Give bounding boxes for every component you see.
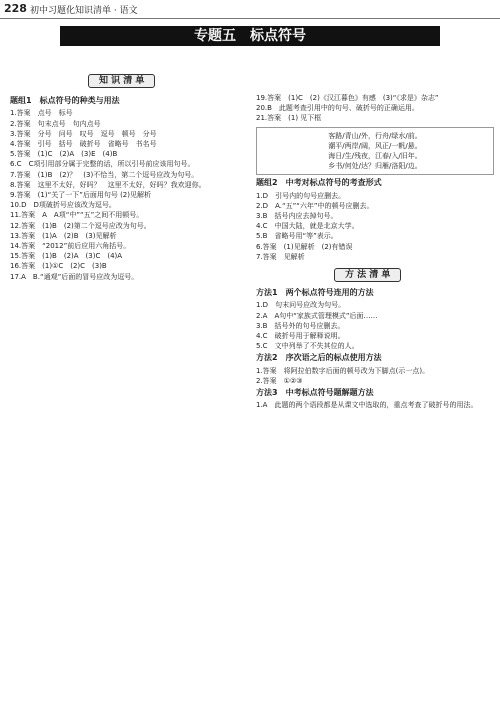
text-line: 12.答案 (1)B (2)第二个逗号应改为句号。 <box>10 221 151 230</box>
text-line: 9.答案 (1)“关了一下”后面用句号 (2)见解析 <box>10 191 151 200</box>
text-line: 3.答案 分号 问号 叹号 逗号 顿号 分号 <box>10 129 157 138</box>
method2-title: 方法2 序次语之后的标点使用方法 <box>256 353 382 363</box>
text-line: 2.答案 ①②③ <box>256 376 303 385</box>
left-lines <box>10 108 248 281</box>
left-column <box>10 76 248 282</box>
section-pill-knowledge: 知 识 清 单 <box>88 74 155 88</box>
right-lines2 <box>256 191 494 262</box>
text-line: 7.答案 见解析 <box>256 252 305 261</box>
text-line: 4.C 中国大陆，就是北京大学。 <box>256 222 359 231</box>
right-lines4 <box>256 366 494 386</box>
right-column <box>256 93 494 410</box>
text-line: 17.A B.“通观”后面的冒号应改为逗号。 <box>10 272 139 281</box>
text-line: 客路/青山/外，行舟/绿水/前。 <box>328 131 422 140</box>
text-line: 20.B 此题考查引用中的句号、破折号的正确运用。 <box>256 104 419 113</box>
text-line: 海日/生/残夜，江春/入/旧年。 <box>328 152 422 161</box>
text-line: 2.A A句中“家族式管理模式”后面…… <box>256 311 378 320</box>
right-lines5 <box>256 400 494 410</box>
text-line: 14.答案 “2012”前后应用六角括号。 <box>10 242 131 251</box>
method1-title: 方法1 两个标点符号连用的方法 <box>256 288 374 298</box>
text-line: 6.答案 (1)见解析 (2)有错误 <box>256 242 353 251</box>
section-pill-method: 方 法 清 单 <box>334 268 401 282</box>
text-line: 乡书/何处/达？归雁/洛阳/边。 <box>328 162 422 171</box>
text-line: 15.答案 (1)B (2)A (3)C (4)A <box>10 252 123 261</box>
text-line: 2.答案 句末点号 句内点号 <box>10 119 101 128</box>
chapter-banner: 专题五 标点符号 <box>60 26 440 46</box>
text-line: 13.答案 (1)A (2)B (3)见解析 <box>10 231 117 240</box>
text-line: 潮平/两岸/阔，风正/一帆/悬。 <box>328 141 422 150</box>
text-line: 7.答案 (1)B (2)？ (3)不恰当，第二个逗号应改为句号。 <box>10 170 199 179</box>
text-line: 5.答案 (1)C (2)A (3)E (4)B <box>10 150 118 159</box>
text-line: 16.答案 (1)①C (2)C (3)B <box>10 262 107 271</box>
text-line: 2.D A.“五”“六年”中的顿号应删去。 <box>256 201 374 210</box>
text-line: 10.D D项破折号应该改为逗号。 <box>10 201 116 210</box>
text-line: 21.答案 (1) 见下框 <box>256 114 322 123</box>
poem-box <box>256 127 494 176</box>
text-line: 1.答案 将阿拉伯数字后面的顿号改为下脚点(示一点)。 <box>256 366 430 375</box>
series-title: 初中习题化知识清单 · 语文 <box>30 6 138 16</box>
text-line: 1.A 此题的两个语段都是从课文中选取的，重点考查了破折号的用法。 <box>256 401 478 410</box>
method3-title: 方法3 中考标点符号题解题方法 <box>256 388 374 398</box>
text-line: 3.B 括号内应去掉句号。 <box>256 212 338 221</box>
text-line: 1.D 句末问号应改为句号。 <box>256 301 346 310</box>
text-line: 5.B 省略号用“等”表示。 <box>256 232 338 241</box>
page-number: 228 <box>4 2 27 15</box>
text-line: 8.答案 这里不太好，好吗？ 这里不太好，好吗？我欢迎你。 <box>10 180 206 189</box>
text-line: 4.C 破折号用于解释说明。 <box>256 332 345 341</box>
text-line: 19.答案 (1)C (2)《汉江暮色》有感 (3)“《求是》杂志” <box>256 94 439 102</box>
header-bar <box>0 0 500 19</box>
text-line: 11.答案 A A项“中”“五”之间不用顿号。 <box>10 211 144 220</box>
text-line: 4.答案 引号 括号 破折号 省略号 书名号 <box>10 140 157 149</box>
text-line: 1.答案 点号 标号 <box>10 109 73 118</box>
left-section-title: 题组1 标点符号的种类与用法 <box>10 96 120 106</box>
text-line: 5.C 文中列举了不失其位的人。 <box>256 342 359 351</box>
text-line: 6.C C项引用部分属于完整的话，所以引号前应该用句号。 <box>10 160 195 169</box>
text-line: 1.D 引号内的句号应删去。 <box>256 191 346 200</box>
right-lines <box>256 93 494 124</box>
right-section2: 题组2 中考对标点符号的考查形式 <box>256 178 382 188</box>
right-lines3 <box>256 300 494 351</box>
text-line: 3.B 括号外的句号应删去。 <box>256 321 345 330</box>
